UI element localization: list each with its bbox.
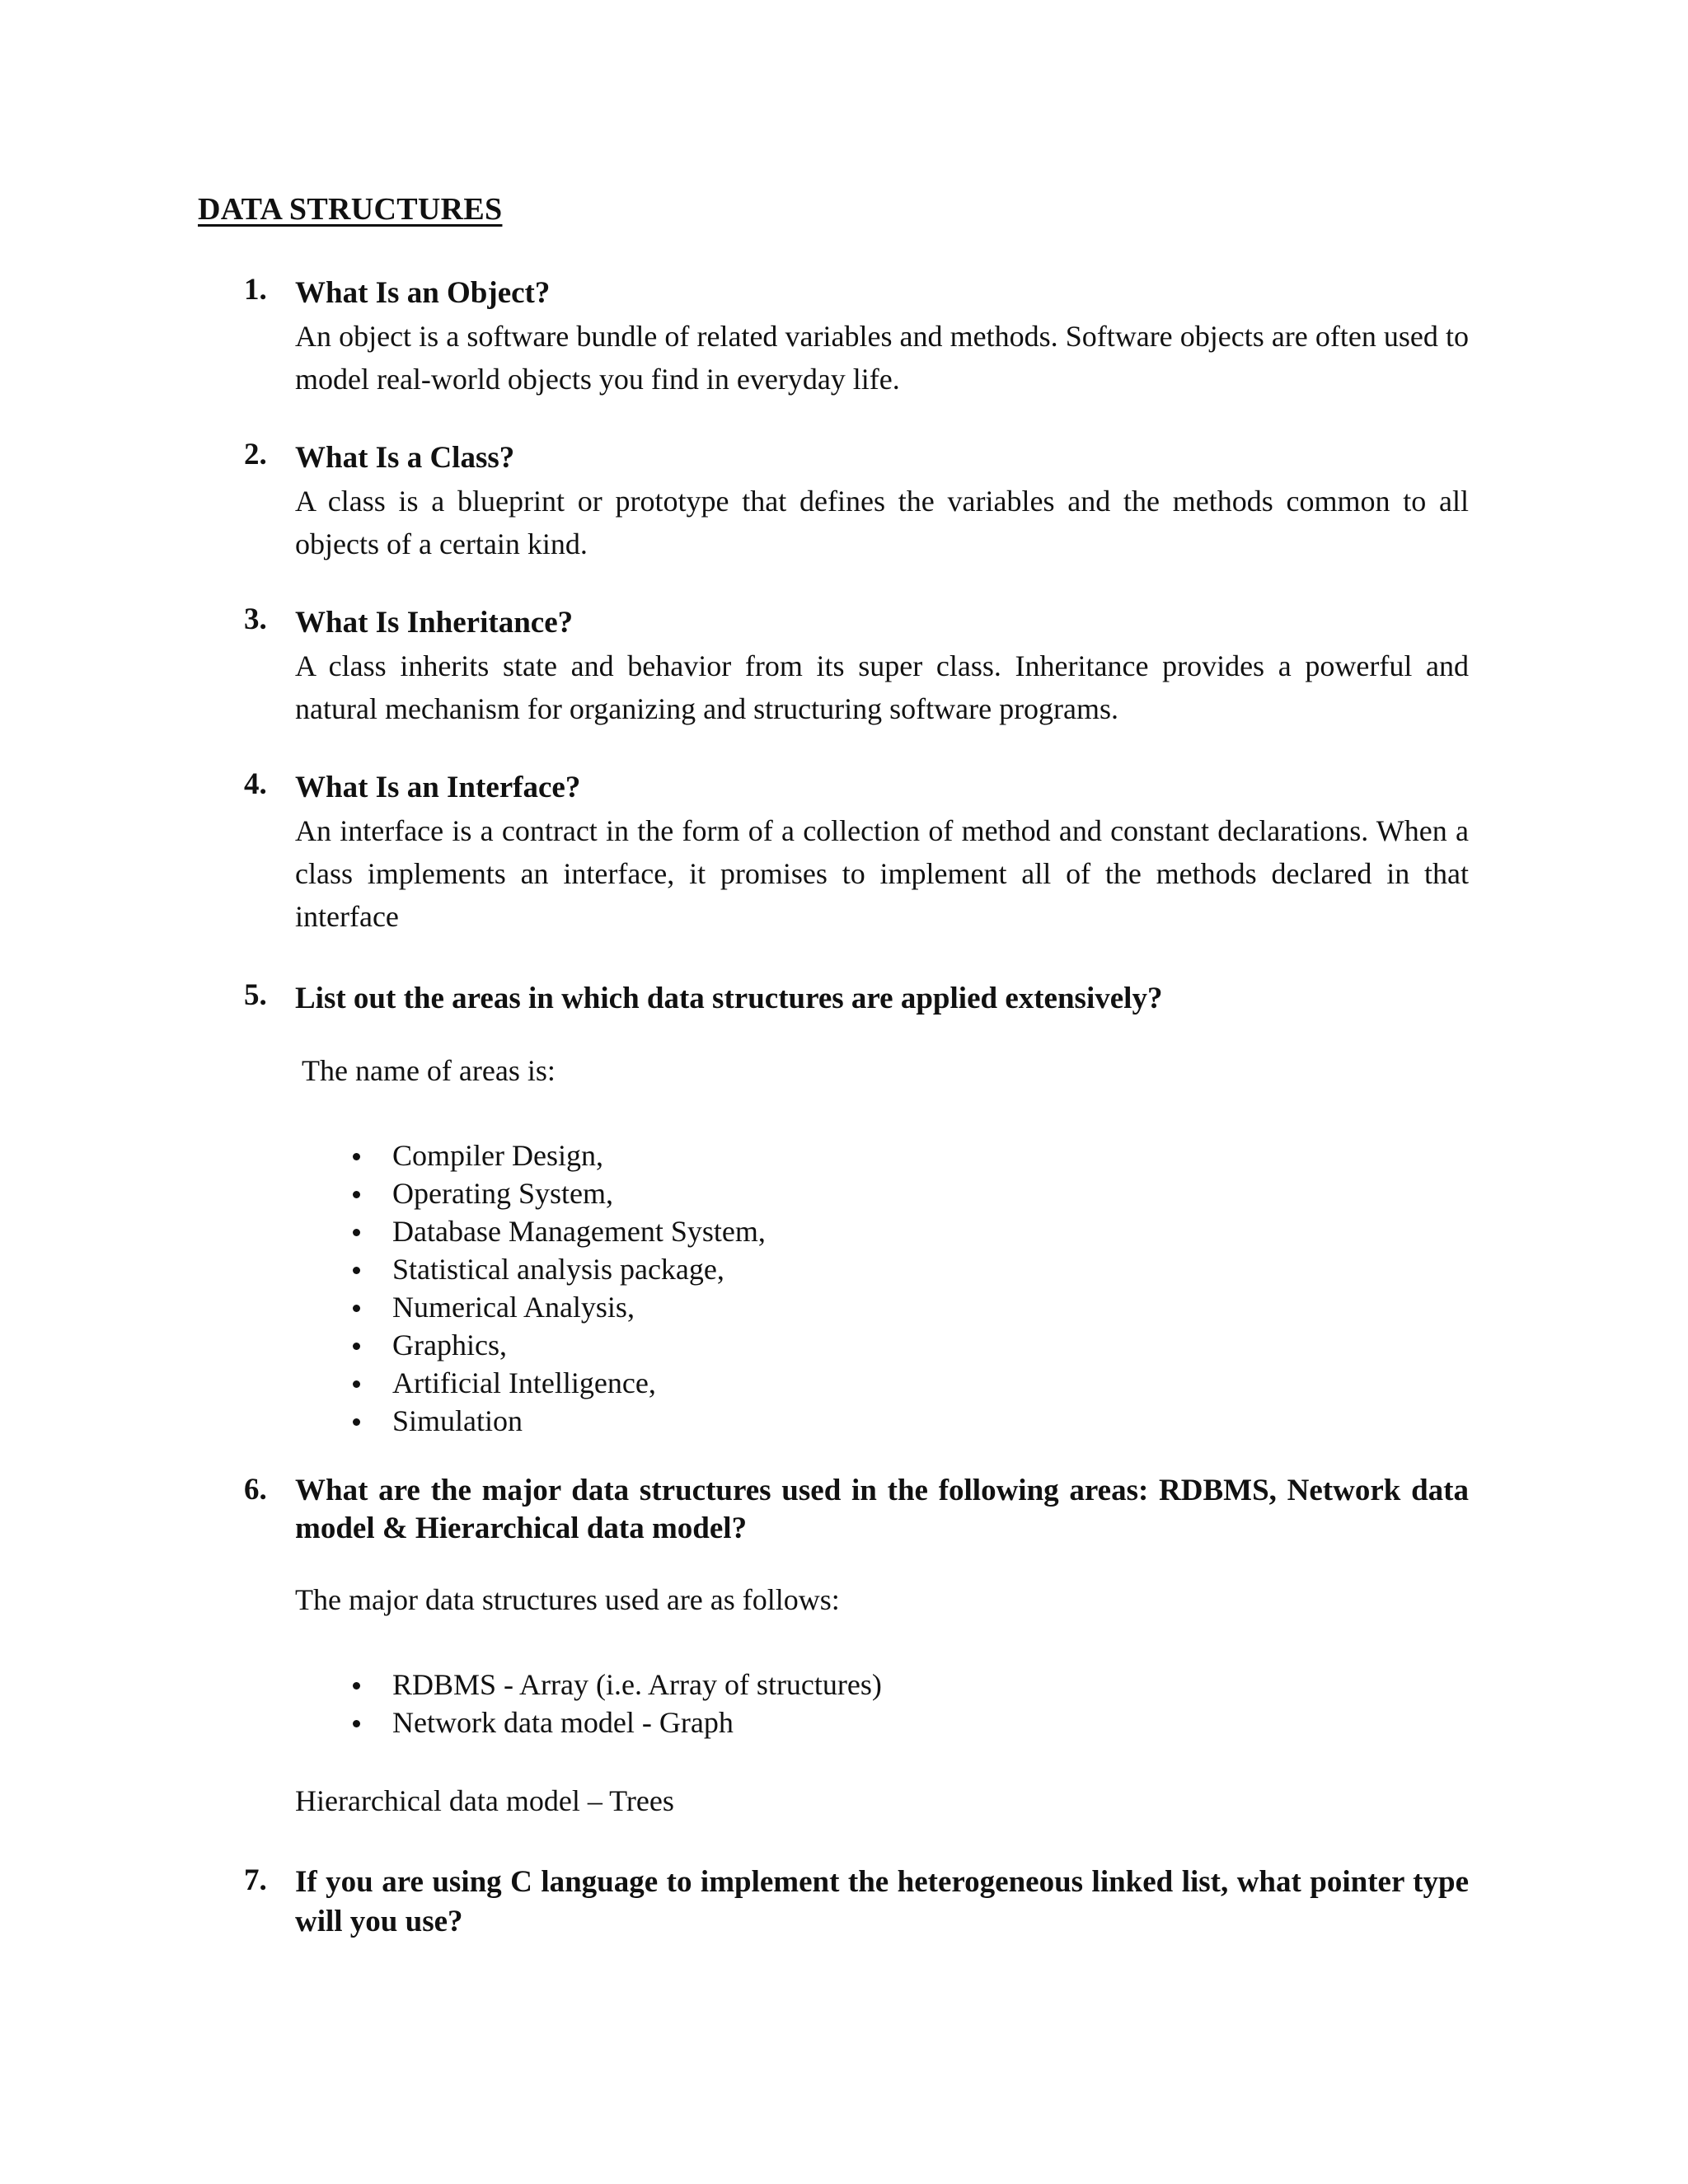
question-answer: A class inherits state and behavior from its super class. Inheritance provides a powerful and natural mechanism for organizing and structuring software programs. bbox=[295, 649, 1469, 725]
question-1 bbox=[244, 272, 1469, 401]
question-title: What Is Inheritance? bbox=[295, 606, 574, 640]
question-title: What Is an Object? bbox=[295, 276, 551, 310]
question-title: What are the major data structures used in the following areas: RDBMS, Network data model & Hierarchical data model? bbox=[295, 1474, 1469, 1545]
bullet-icon bbox=[353, 1191, 360, 1198]
question-5-bullet-list bbox=[295, 1137, 766, 1440]
question-6-lead: The major data structures used are as follows: bbox=[295, 1583, 840, 1616]
question-title: If you are using C language to implement the heterogeneous linked list, what pointer type will you use? bbox=[295, 1865, 1469, 1938]
question-3 bbox=[244, 602, 1469, 730]
question-number: 2. bbox=[244, 438, 267, 471]
bullet-icon bbox=[353, 1380, 360, 1388]
question-title: List out the areas in which data structures are applied extensively? bbox=[295, 982, 1163, 1015]
bullet-icon bbox=[353, 1267, 360, 1274]
list-item: Simulation bbox=[295, 1402, 766, 1440]
question-6-trailing: Hierarchical data model – Trees bbox=[295, 1784, 674, 1817]
question-number: 3. bbox=[244, 602, 267, 636]
question-answer: An object is a software bundle of related variables and methods. Software objects are often used to model real-world objects you find in everyday life. bbox=[295, 320, 1469, 396]
list-item: Network data model - Graph bbox=[295, 1704, 882, 1741]
question-title: What Is a Class? bbox=[295, 441, 515, 475]
question-5 bbox=[244, 977, 1469, 1020]
question-number: 4. bbox=[244, 767, 267, 801]
bullet-icon bbox=[353, 1305, 360, 1312]
list-item: Statistical analysis package, bbox=[295, 1250, 766, 1288]
list-item: Graphics, bbox=[295, 1326, 766, 1364]
bullet-icon bbox=[353, 1418, 360, 1426]
question-6-bullet-list bbox=[295, 1666, 882, 1741]
list-item: Operating System, bbox=[295, 1174, 766, 1212]
bullet-icon bbox=[353, 1153, 360, 1160]
question-number: 6. bbox=[244, 1473, 267, 1507]
question-5-lead: The name of areas is: bbox=[302, 1054, 556, 1087]
bullet-icon bbox=[353, 1229, 360, 1236]
question-4 bbox=[244, 766, 1469, 938]
question-7 bbox=[244, 1863, 1469, 1942]
list-item: Artificial Intelligence, bbox=[295, 1364, 766, 1402]
bullet-icon bbox=[353, 1343, 360, 1350]
question-number: 7. bbox=[244, 1863, 267, 1897]
document-title: DATA STRUCTURES bbox=[198, 192, 503, 227]
bullet-icon bbox=[353, 1720, 360, 1727]
list-item: Database Management System, bbox=[295, 1212, 766, 1250]
question-number: 1. bbox=[244, 273, 267, 307]
bullet-icon bbox=[353, 1682, 360, 1690]
question-answer: An interface is a contract in the form of a collection of method and constant declarations. When a class implements an interface, it promises to implement all of the methods declared in that interface bbox=[295, 814, 1469, 933]
question-answer: A class is a blueprint or prototype that defines the variables and the methods common to all objects of a certain kind. bbox=[295, 485, 1469, 560]
question-6 bbox=[244, 1472, 1469, 1548]
question-2 bbox=[244, 437, 1469, 565]
question-number: 5. bbox=[244, 978, 267, 1012]
list-item: Compiler Design, bbox=[295, 1137, 766, 1174]
list-item: RDBMS - Array (i.e. Array of structures) bbox=[295, 1666, 882, 1704]
question-title: What Is an Interface? bbox=[295, 771, 581, 804]
list-item: Numerical Analysis, bbox=[295, 1288, 766, 1326]
